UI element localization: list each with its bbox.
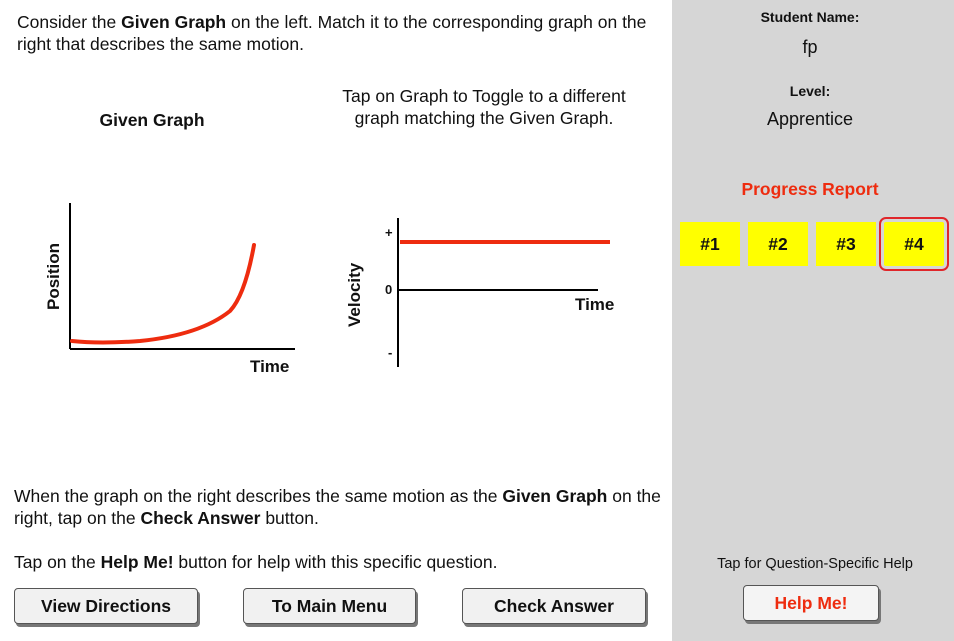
check-instructions-bold: Given Graph <box>502 486 608 506</box>
progress-report-title: Progress Report <box>741 179 879 199</box>
intro-text <box>17 11 657 55</box>
student-name-label: Student Name: <box>760 9 860 25</box>
check-instructions-part: button. <box>260 508 319 528</box>
answer-graph-tick-minus: - <box>388 345 393 360</box>
given-graph-xlabel: Time <box>250 357 290 376</box>
sidebar <box>672 0 954 641</box>
answer-graph-tick-zero: 0 <box>385 282 393 297</box>
student-name-value: fp <box>802 37 818 57</box>
progress-item-4[interactable]: #4 <box>884 222 944 266</box>
progress-item-2[interactable]: #2 <box>748 222 808 266</box>
intro-text-part: Consider the <box>17 12 122 32</box>
check-answer-button[interactable]: Check Answer <box>462 588 646 624</box>
answer-graph-xlabel: Time <box>575 295 615 314</box>
help-me-button[interactable]: Help Me! <box>743 585 879 621</box>
check-instructions-bold: Check Answer <box>140 508 261 528</box>
intro-text-part: on the left. Match it to the corresponding graph on the right that describes the same motion. <box>17 12 647 54</box>
given-graph-title: Given Graph <box>99 110 205 130</box>
help-note: Tap for Question-Specific Help <box>717 556 913 572</box>
intro-text-bold: Given Graph <box>121 12 227 32</box>
answer-graph-ylabel: Velocity <box>345 262 364 327</box>
level-value: Apprentice <box>766 109 854 129</box>
answer-graph[interactable] <box>340 212 620 372</box>
view-directions-button[interactable]: View Directions <box>14 588 198 624</box>
toggle-instruction: Tap on Graph to Toggle to a different graph matching the Given Graph. <box>342 86 626 128</box>
progress-item-1[interactable]: #1 <box>680 222 740 266</box>
progress-item-3[interactable]: #3 <box>816 222 876 266</box>
given-graph-curve <box>72 245 254 343</box>
help-instructions-bold: Help Me! <box>100 552 174 572</box>
help-instructions <box>14 551 664 573</box>
check-instructions <box>14 485 664 529</box>
help-instructions-part: button for help with this specific question. <box>173 552 498 572</box>
check-instructions-part: on the right, tap on the <box>14 486 661 528</box>
level-label: Level: <box>789 83 831 99</box>
help-instructions-part: Tap on the <box>14 552 101 572</box>
given-graph <box>40 195 305 385</box>
answer-graph-tick-plus: + <box>385 225 393 240</box>
given-graph-ylabel: Position <box>44 242 63 310</box>
main-menu-button[interactable]: To Main Menu <box>243 588 416 624</box>
check-instructions-part: When the graph on the right describes the same motion as the <box>14 486 503 506</box>
